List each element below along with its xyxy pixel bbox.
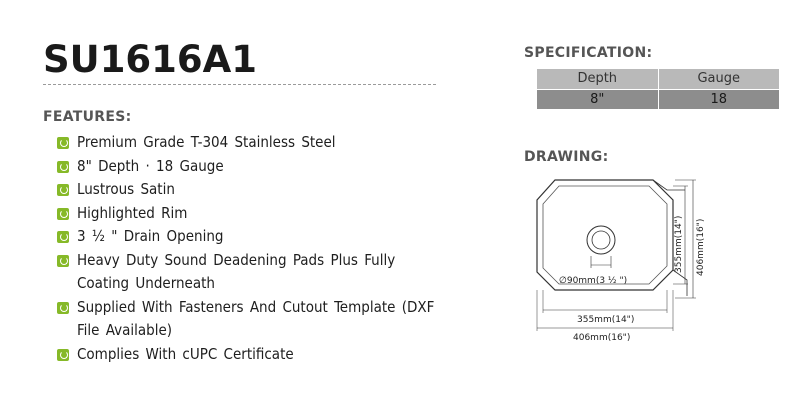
inner-width-label: 355mm(14") — [577, 315, 635, 325]
feature-item: Heavy Duty Sound Deadening Pads Plus Fully Coating Underneath — [57, 249, 437, 296]
feature-item: Highlighted Rim — [57, 202, 437, 226]
specification-heading: SPECIFICATION: — [524, 45, 653, 61]
spec-header-depth: Depth — [537, 69, 658, 89]
inner-height-label: 355mm(14") — [674, 215, 684, 273]
drain-label: ∅90mm(3 ½ ") — [559, 276, 628, 286]
power-bullet-icon — [57, 161, 69, 173]
spec-value-gauge: 18 — [658, 89, 779, 109]
feature-item: 8" Depth · 18 Gauge — [57, 155, 437, 179]
feature-item: Premium Grade T-304 Stainless Steel — [57, 131, 437, 155]
features-list — [57, 131, 437, 366]
power-bullet-icon — [57, 349, 69, 361]
sink-inner-outline — [543, 186, 667, 284]
sink-drawing — [525, 168, 765, 348]
spec-value-depth: 8" — [537, 89, 658, 109]
power-bullet-icon — [57, 255, 69, 267]
power-bullet-icon — [57, 302, 69, 314]
feature-item: 3 ½ " Drain Opening — [57, 225, 437, 249]
power-bullet-icon — [57, 137, 69, 149]
outer-height-label: 406mm(16") — [696, 218, 706, 276]
product-model-title: SU1616A1 — [43, 38, 258, 81]
drawing-heading: DRAWING: — [524, 149, 609, 165]
features-heading: FEATURES: — [43, 109, 132, 125]
title-divider — [43, 84, 436, 85]
outer-width-label: 406mm(16") — [573, 333, 631, 343]
feature-item: Lustrous Satin — [57, 178, 437, 202]
specification-table — [537, 69, 779, 109]
drain-inner-circle — [592, 231, 610, 249]
feature-item: Supplied With Fasteners And Cutout Template (DXF File Available) — [57, 296, 437, 343]
spec-header-gauge: Gauge — [658, 69, 779, 89]
drain-outer-circle — [587, 226, 615, 254]
power-bullet-icon — [57, 231, 69, 243]
sink-outer-outline — [537, 180, 673, 290]
feature-item: Complies With cUPC Certificate — [57, 343, 437, 367]
power-bullet-icon — [57, 184, 69, 196]
power-bullet-icon — [57, 208, 69, 220]
